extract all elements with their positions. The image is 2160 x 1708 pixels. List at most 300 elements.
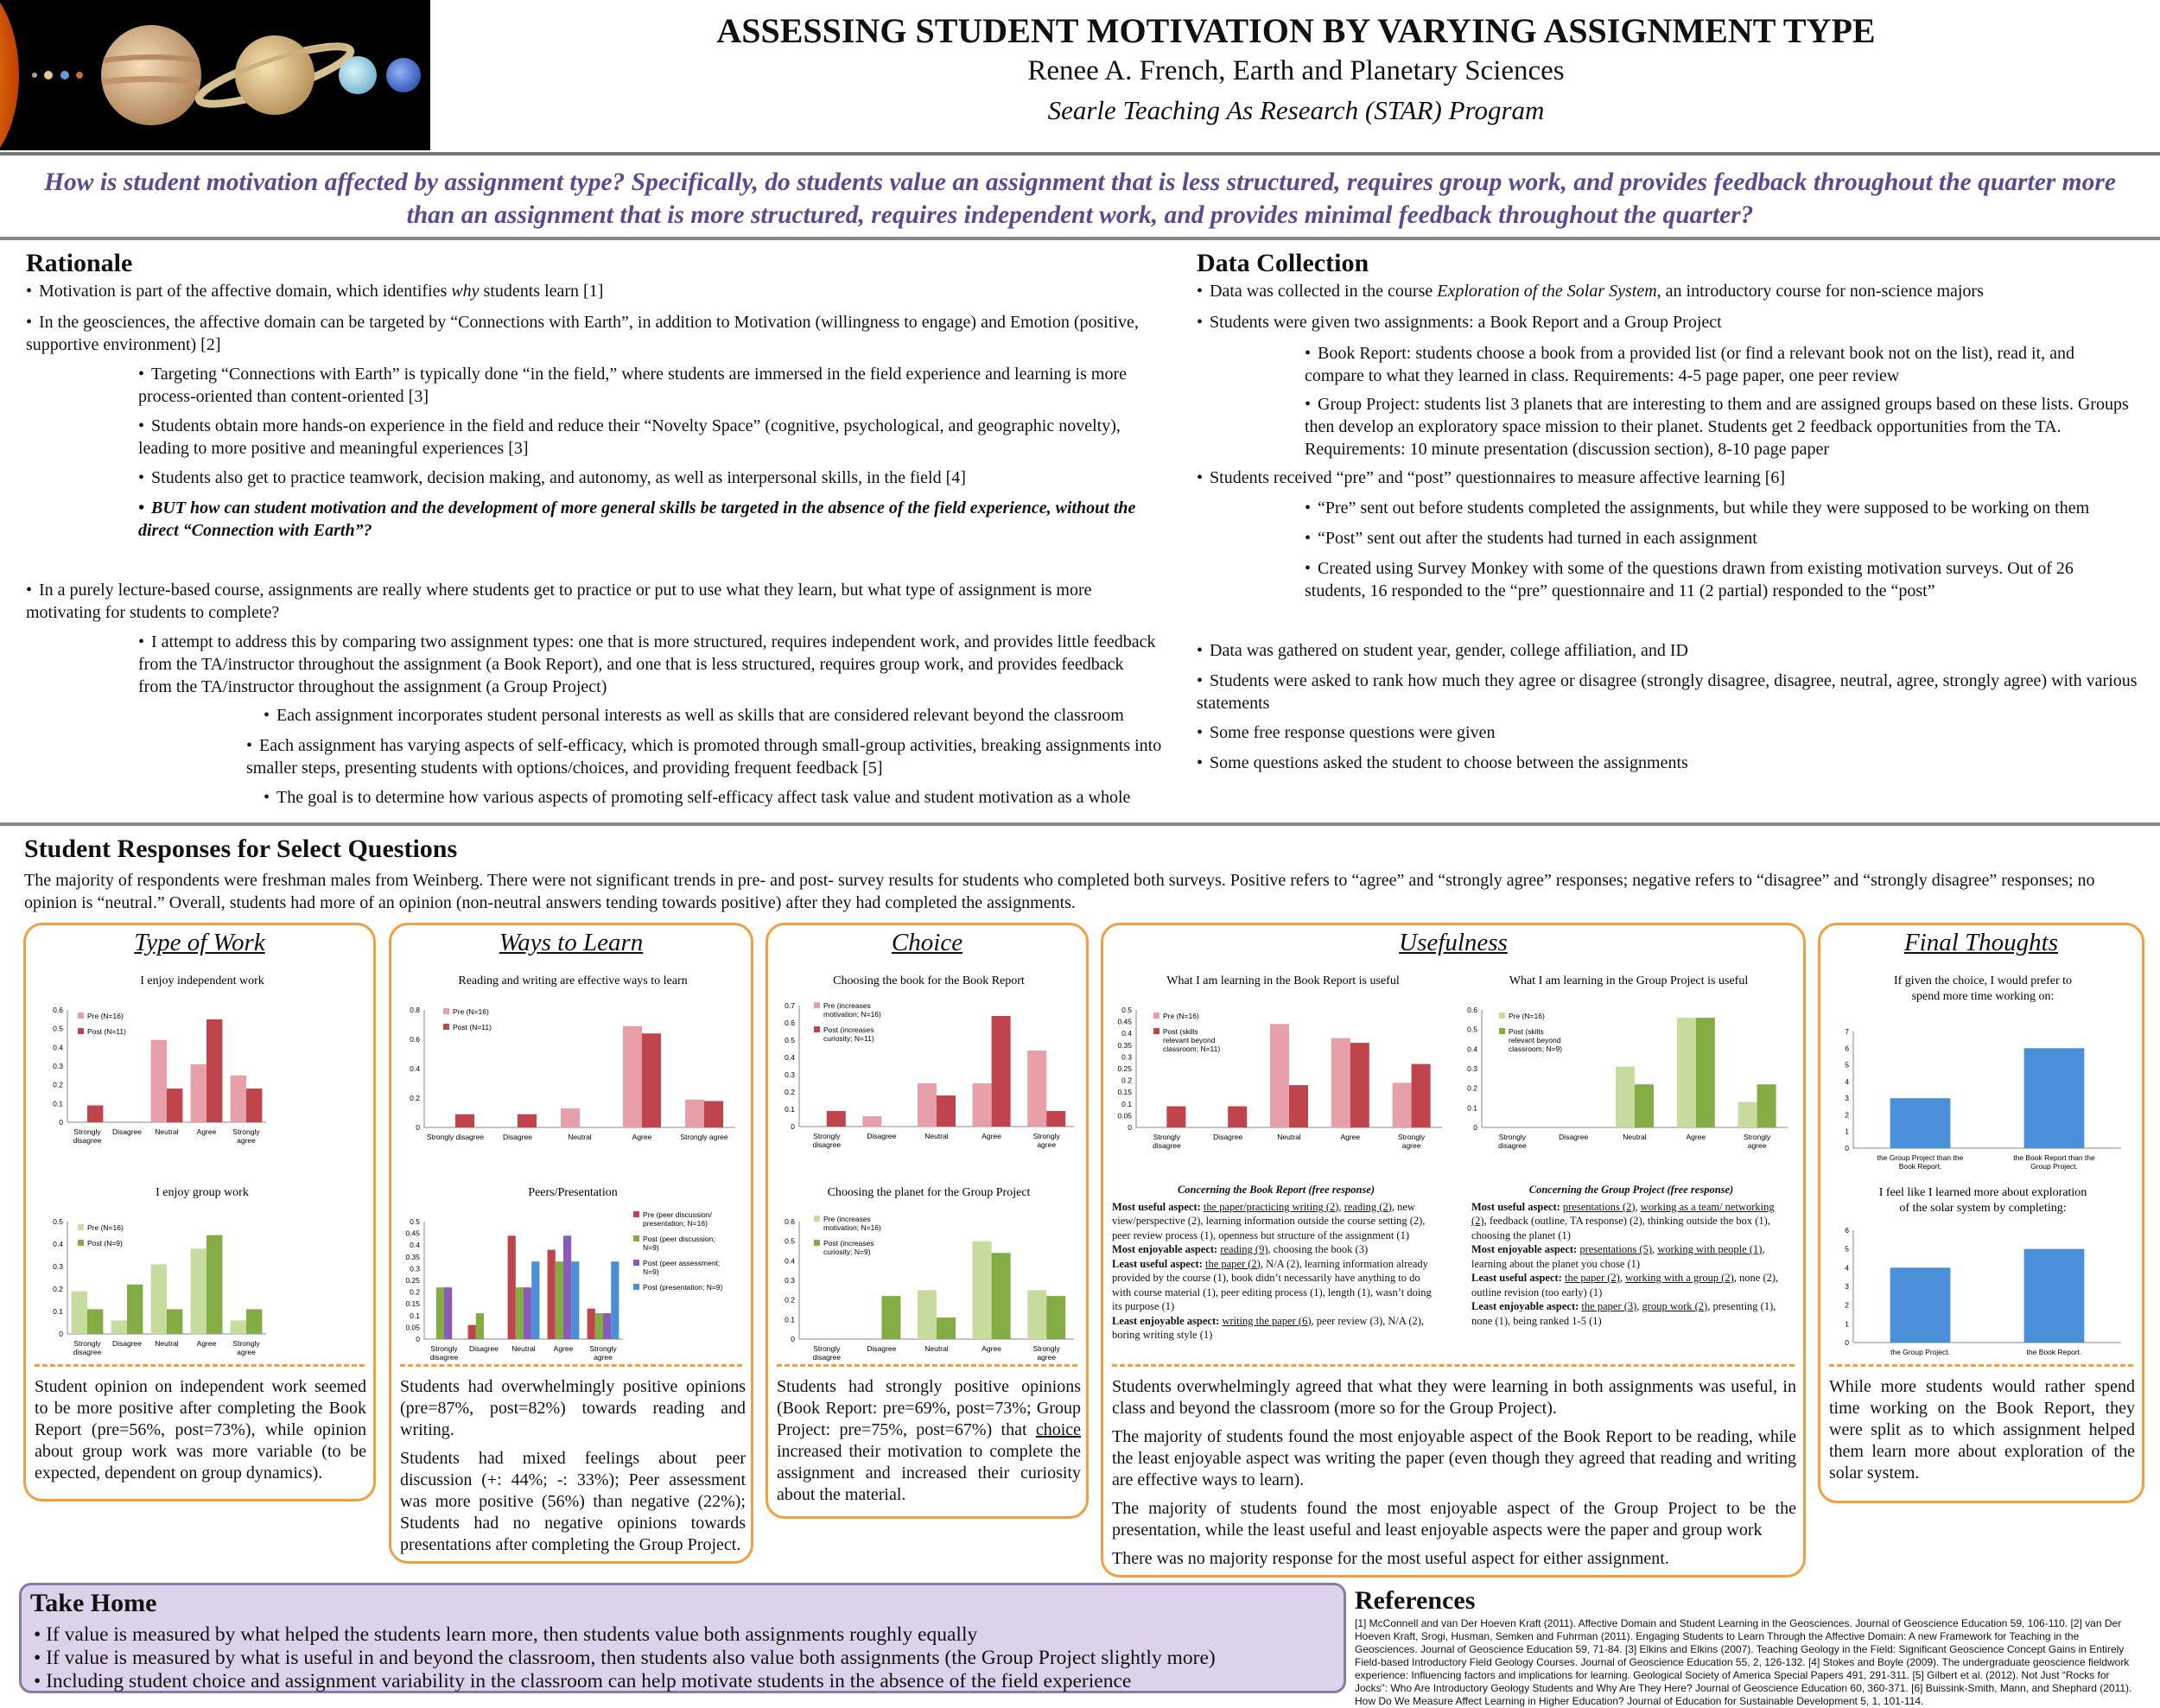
data-collection-item: • Some questions asked the student to choose between the assignments xyxy=(1197,753,1688,772)
chart-prefer-time xyxy=(1827,967,2138,1191)
panel-summary: While more students would rather spend time working on the Book Report, they were split as to which assignment helped them learn more about exploration of the solar system. xyxy=(1829,1377,2135,1483)
rationale-item: • The goal is to determine how various aspects of promoting self-efficacy affect task value and student motivation as a whole xyxy=(264,788,1131,807)
bar-series-3-3 xyxy=(571,1261,579,1339)
responses-intro: The majority of respondents were freshman males from Weinberg. There were not significant trends in pre- and post- survey results for students who completed both surveys. Positive refers to “agree” and “strongly agree” responses; negative refers to “disagree” and “strongly disagree” responses; no opinion is “neutral.” Overall, students had more of an opinion (non-neutral answers tending towards positive) after they had completed the assignments. xyxy=(24,871,2095,912)
panel-divider xyxy=(1829,1364,2133,1367)
legend-swatch xyxy=(633,1260,639,1266)
legend-label: Pre (increases xyxy=(823,1215,871,1223)
x-tick-label: the Book Report than the xyxy=(2013,1153,2095,1162)
bar-series-1-3 xyxy=(206,1235,222,1334)
y-tick-label: 0.1 xyxy=(53,1099,63,1108)
legend-label: Pre (N=16) xyxy=(453,1007,489,1016)
panel-usefulness xyxy=(1101,923,1806,1578)
x-tick-label: Agree xyxy=(1686,1133,1706,1141)
bar-series-1-4 xyxy=(595,1313,603,1339)
x-tick-label: Disagree xyxy=(867,1132,897,1140)
legend-swatch xyxy=(78,1240,84,1246)
data-collection-item: • Students were given two assignments: a Book Report and a Group Project xyxy=(1197,313,1722,332)
y-tick-label: 0.5 xyxy=(785,1036,795,1044)
bar-series-0-3 xyxy=(973,1241,992,1339)
y-tick-label: 3 xyxy=(1845,1282,1849,1291)
x-tick-label: Strongly xyxy=(1498,1133,1526,1141)
header-divider xyxy=(0,152,2160,156)
y-tick-label: 0.45 xyxy=(405,1229,420,1238)
take-home-item: • If value is measured by what is useful in and beyond the classroom, then students also value both assignments (the Group Project slightly more) xyxy=(34,1647,1216,1669)
take-home-item: • If value is measured by what helped the students learn more, then students value both assignments roughly equally xyxy=(34,1623,978,1646)
y-tick-label: 0.3 xyxy=(785,1276,795,1285)
bar-series-1-4 xyxy=(1757,1084,1776,1127)
section-divider xyxy=(0,822,2160,826)
x-tick-label: Strongly xyxy=(1032,1132,1060,1140)
y-tick-label: 0.25 xyxy=(405,1276,420,1285)
legend-swatch xyxy=(633,1211,639,1217)
x-tick-label: Neutral xyxy=(924,1344,949,1353)
bar-series-0-1 xyxy=(862,1116,881,1127)
y-tick-label: 0.2 xyxy=(785,1295,795,1305)
legend-label: curiosity; N=9) xyxy=(823,1248,871,1256)
bar-series-0-4 xyxy=(1027,1290,1046,1339)
x-tick-label: the Book Report. xyxy=(2026,1348,2082,1356)
data-collection-item: • Students were asked to rank how much they agree or disagree (strongly disagree, disagree, neutral, agree, strongly agree) with various statements xyxy=(1197,671,2138,713)
y-tick-label: 0.5 xyxy=(785,1236,795,1246)
x-tick-label: Neutral xyxy=(924,1132,949,1140)
bar-series-0-4 xyxy=(588,1309,595,1339)
bar-series-1-4 xyxy=(1046,1296,1065,1339)
y-tick-label: 0.8 xyxy=(410,1006,420,1014)
panel-divider xyxy=(1112,1364,1795,1367)
y-tick-label: 0.2 xyxy=(1467,1083,1477,1093)
y-tick-label: 5 xyxy=(1845,1244,1849,1254)
x-tick-label: Disagree xyxy=(502,1133,533,1141)
bar-series-1-0 xyxy=(455,1114,474,1127)
chart-peers-presentation xyxy=(400,1178,746,1373)
legend-swatch xyxy=(633,1235,639,1241)
data-collection-item: • Students received “pre” and “post” questionnaires to measure affective learning [6] xyxy=(1197,468,1786,487)
x-tick-label: Disagree xyxy=(468,1344,499,1353)
y-tick-label: 6 xyxy=(1845,1044,1849,1053)
y-tick-label: 0 xyxy=(791,1335,795,1343)
x-tick-label: Disagree xyxy=(111,1127,143,1136)
planets-illustration xyxy=(0,0,430,150)
data-collection-item: • Data was gathered on student year, gender, college affiliation, and ID xyxy=(1197,641,1688,660)
x-tick-label: Disagree xyxy=(1213,1133,1243,1141)
panel-title: Type of Work xyxy=(134,929,265,956)
data-collection-item: • Data was collected in the course Exploration of the Solar System, an introductory course for non-science majors xyxy=(1197,282,1984,301)
y-tick-label: 4 xyxy=(1845,1076,1849,1086)
bar-series-1-3 xyxy=(1696,1018,1715,1127)
x-tick-label: Agree xyxy=(632,1133,652,1141)
legend-label: Post (increases xyxy=(823,1239,874,1248)
y-tick-label: 0.1 xyxy=(785,1315,795,1324)
rationale-item: • BUT how can student motivation and the development of more general skills be targeted in the absence of the field experience, without the direct “Connection with Earth”? xyxy=(138,498,1136,540)
take-home-list xyxy=(34,1623,1338,1693)
panel-summary: Students had overwhelmingly positive opinions (pre=87%, post=82%) towards reading and writing. Students had mixed feelings about peer discussion (+: 44%; -: 33%); Peer assessment was more positive (56%) than negative (22%); Students had no negative opinions towards presentations after completing the Group Project. xyxy=(400,1377,746,1554)
y-tick-label: 0.1 xyxy=(1467,1103,1477,1113)
y-tick-label: 0.45 xyxy=(1117,1017,1132,1026)
x-tick-label: Disagree xyxy=(1559,1133,1589,1141)
bar-series-1-1 xyxy=(476,1313,484,1339)
x-tick-label: agree xyxy=(1037,1140,1057,1149)
rationale-item: • In the geosciences, the affective domain can be targeted by “Connections with Earth”, in addition to Motivation (willingness to engage) and Emotion (positive, supportive environment) [2] xyxy=(26,313,1139,354)
bar-series-3-2 xyxy=(531,1261,539,1339)
legend-swatch xyxy=(78,1013,84,1019)
legend-label: motivation; N=16) xyxy=(823,1223,881,1232)
data-collection-item: • Created using Survey Monkey with some of the questions drawn from existing motivation surveys. Out of 26 students, 16 responded to the “pre” questionnaire and 11 (2 partial) responded to the “post” xyxy=(1305,559,2074,600)
bar-series-1-3 xyxy=(206,1019,222,1122)
bar-series-1-3 xyxy=(992,1016,1011,1127)
bar-series-1-2 xyxy=(1289,1085,1308,1127)
chart-title: Peers/Presentation xyxy=(528,1186,618,1199)
chart-title: Choosing the planet for the Group Project xyxy=(827,1186,1031,1199)
x-tick-label: Strongly xyxy=(1744,1133,1771,1141)
y-tick-label: 0.05 xyxy=(405,1323,420,1332)
x-tick-label: Neutral xyxy=(155,1339,179,1348)
legend-swatch xyxy=(1499,1028,1505,1034)
panel-type-of-work xyxy=(23,923,376,1502)
chart-title: spend more time working on: xyxy=(1911,990,2055,1003)
research-question: How is student motivation affected by assignment type? Specifically, do students value an assignment that is less structured, requires group work, and provides feedback throughout the quarter more than an assignment that is more structured, requires independent work, and provides minimal feedback throughout the quarter? xyxy=(44,168,2116,229)
y-tick-label: 0 xyxy=(416,1123,420,1132)
bar-series-0-3 xyxy=(1331,1038,1350,1127)
x-tick-label: disagree xyxy=(429,1353,459,1362)
x-tick-label: Agree xyxy=(553,1344,574,1353)
y-tick-label: 0 xyxy=(1128,1123,1132,1132)
references-text: [1] McConnell and van Der Hoeven Kraft (2011). Affective Domain and Student Learning in the Geosciences. Journal of Geoscience Education 59, 106-110. [2] van Der Hoeven Kraft, Srogi, Husman, Semken and Fuhrman (2011). Engaging Students to Learn Through the Affective Domain: A new Framework for Teaching in the Geosciences. Journal of Geoscience Education 59, 71-84. [3] Elkins and Elkins (2007). Teaching Geology in the Field: Significant Geoscience Concept Gains in Entirely Field-based Introductory Field Geology Courses. Journal of Geoscience Education 55, 2, 126-132. [4] Stokes and Boyle (2009). The undergraduate geoscience fieldwork experience: Influencing factors and implications for learning. Geological Society of America Special Papers 491, 291-311. [5] Gilbert et al. (2012). Not Just “Rocks for Jocks”: Who Are Introductory Geology Students and Why Are They Here? Journal of Geoscience Education 60, 360-371. [6] Buissink-Smith, Mann, and Shephard (2011). How Do We Measure Affect Learning in Higher Education? Journal of Education for Sustainable Development 5, 1, 101-114. xyxy=(1355,1617,2132,1707)
bar-series-1-3 xyxy=(556,1261,563,1339)
y-tick-label: 3 xyxy=(1845,1094,1849,1103)
x-tick-label: agree xyxy=(1747,1141,1767,1150)
x-tick-label: disagree xyxy=(73,1348,102,1356)
take-home-heading: Take Home xyxy=(30,1589,157,1617)
y-tick-label: 0.1 xyxy=(1121,1099,1132,1108)
bar-series-0-3 xyxy=(191,1064,206,1122)
chart-title: I feel like I learned more about exploration xyxy=(1878,1186,2087,1199)
x-tick-label: Strongly xyxy=(73,1127,101,1136)
legend-label: curiosity; N=11) xyxy=(823,1034,874,1043)
y-tick-label: 0.6 xyxy=(1467,1006,1477,1014)
legend-swatch xyxy=(443,1008,449,1014)
chart-learned-more xyxy=(1827,1178,2138,1373)
y-tick-label: 5 xyxy=(1845,1060,1849,1070)
x-tick-label: Neutral xyxy=(1277,1133,1301,1141)
y-tick-label: 0.1 xyxy=(410,1311,420,1320)
y-tick-label: 0.1 xyxy=(53,1307,63,1316)
bar-series-0-4 xyxy=(231,1320,246,1334)
x-tick-label: disagree xyxy=(812,1353,842,1362)
x-tick-label: agree xyxy=(237,1348,256,1356)
y-tick-label: 0.3 xyxy=(53,1262,63,1271)
x-tick-label: Neutral xyxy=(568,1133,592,1141)
bar-series-1-0 xyxy=(87,1106,103,1123)
bar-series-1-2 xyxy=(937,1318,956,1339)
y-tick-label: 1 xyxy=(1845,1319,1849,1329)
y-tick-label: 0.5 xyxy=(53,1217,63,1226)
legend-label: Post (skills xyxy=(1509,1027,1544,1036)
bar-series-0-3 xyxy=(1677,1018,1696,1127)
y-tick-label: 7 xyxy=(1845,1027,1849,1036)
x-tick-label: disagree xyxy=(1498,1141,1527,1150)
x-tick-label: disagree xyxy=(812,1140,842,1149)
legend-label: Pre (N=16) xyxy=(87,1223,124,1232)
bar-series-2-3 xyxy=(563,1235,571,1339)
data-collection-item: • “Pre” sent out before students completed the assignments, but while they were supposed to be working on them xyxy=(1305,498,2090,517)
rationale-item: • In a purely lecture-based course, assignments are really where students get to practice or put to use what they learn, but what type of assignment is more motivating for students to complete? xyxy=(26,581,1092,622)
bar-series-0-2 xyxy=(561,1108,580,1127)
y-tick-label: 0.7 xyxy=(785,1001,795,1010)
y-tick-label: 0.5 xyxy=(1121,1006,1132,1014)
chart-title: What I am learning in the Book Report is useful xyxy=(1166,975,1400,987)
y-tick-label: 0.35 xyxy=(405,1252,420,1261)
y-tick-label: 2 xyxy=(1845,1300,1849,1310)
x-tick-label: Neutral xyxy=(511,1344,536,1353)
bar-series-0-3 xyxy=(548,1250,556,1339)
y-tick-label: 0 xyxy=(1845,1144,1849,1152)
x-tick-label: Group Project. xyxy=(2030,1162,2078,1171)
x-tick-label: Strongly xyxy=(1398,1133,1426,1141)
bar-series-0-2 xyxy=(918,1083,937,1127)
bar-series-1-2 xyxy=(1635,1084,1654,1127)
y-tick-label: 0 xyxy=(1845,1338,1849,1347)
x-tick-label: Strongly xyxy=(813,1344,841,1353)
bar-series-1-1 xyxy=(881,1296,900,1339)
y-tick-label: 0.5 xyxy=(1467,1025,1477,1034)
bar-series-0-2 xyxy=(508,1235,516,1339)
panel-summary: Student opinion on independent work seemed to be more positive after completing the Book Report (pre=56%, post=73%), while opinion about group work was more variable (to be expected, dependent on group dynamics). xyxy=(35,1377,366,1483)
x-tick-label: Agree xyxy=(196,1127,217,1136)
bar-series-1-4 xyxy=(1412,1064,1431,1127)
bar-value-1 xyxy=(2024,1249,2085,1343)
question-divider xyxy=(0,237,2160,240)
y-tick-label: 0.2 xyxy=(785,1088,795,1096)
x-tick-label: Strongly xyxy=(430,1344,458,1353)
bar-series-1-0 xyxy=(827,1111,846,1127)
bar-series-1-4 xyxy=(704,1101,723,1127)
data-collection-heading: Data Collection xyxy=(1197,249,1369,277)
x-tick-label: Disagree xyxy=(867,1344,897,1353)
x-tick-label: Strongly disagree xyxy=(426,1133,485,1141)
y-tick-label: 0.2 xyxy=(410,1094,420,1102)
chart-choosing-book xyxy=(775,967,1083,1161)
bar-series-0-4 xyxy=(1027,1051,1046,1127)
bar-series-0-4 xyxy=(231,1076,246,1122)
legend-swatch xyxy=(1499,1013,1505,1019)
x-tick-label: agree xyxy=(1401,1141,1421,1150)
y-tick-label: 0.05 xyxy=(1117,1111,1132,1121)
data-collection-item: • “Post” sent out after the students had turned in each assignment xyxy=(1305,529,1757,548)
chart-title: of the solar system by completing: xyxy=(1899,1202,2067,1215)
chart-group-project-useful xyxy=(1456,967,1801,1161)
legend-label: relevant beyond xyxy=(1509,1036,1561,1044)
chart-title: What I am learning in the Group Project is useful xyxy=(1509,975,1749,987)
rationale-item: • Each assignment incorporates student personal interests as well as skills that are considered relevant beyond the classroom xyxy=(264,706,1124,725)
x-tick-label: Book Report. xyxy=(1898,1162,1942,1171)
x-tick-label: disagree xyxy=(1153,1141,1181,1150)
y-tick-label: 0.2 xyxy=(53,1285,63,1293)
x-tick-label: Disagree xyxy=(111,1339,143,1348)
bar-series-2-4 xyxy=(603,1313,611,1339)
x-tick-label: the Group Project than the xyxy=(1877,1153,1964,1162)
chart-title: I enjoy group work xyxy=(156,1186,249,1199)
y-tick-label: 0.4 xyxy=(410,1241,420,1250)
bar-series-0-2 xyxy=(151,1264,167,1334)
chart-group-work xyxy=(35,1178,370,1373)
responses-heading: Student Responses for Select Questions xyxy=(24,835,458,863)
x-tick-label: Strongly xyxy=(589,1344,617,1353)
x-tick-label: agree xyxy=(594,1353,613,1362)
bar-series-1-3 xyxy=(642,1033,661,1127)
y-tick-label: 0.6 xyxy=(410,1035,420,1044)
bar-series-1-1 xyxy=(1228,1107,1247,1127)
y-tick-label: 0.6 xyxy=(785,1217,795,1226)
bar-series-1-3 xyxy=(992,1253,1011,1339)
free-response-book-report: Concerning the Book Report (free response) Most useful aspect: the paper/practicing writing (2), reading (2), new view/perspective (2), learning information outside the course setting (2), peer review process (1), openness but structure of the assignment (1) Most enjoyable aspect: reading (9), choosing the book (3) Least useful aspect: the paper (2), N/A (2), learning information already provided by the course (1), book didn’t necessarily have anything to do with course material (1), peer editing process (1), length (1), wasn’t doing its purpose (1) Least enjoyable aspect: writing the paper (6), peer review (3), N/A (2), boring writing style (1) xyxy=(1112,1184,1432,1341)
chart-reading-writing xyxy=(400,967,746,1161)
bar-series-1-4 xyxy=(1046,1111,1065,1127)
free-response-group-project: Concerning the Group Project (free response) Most useful aspect: presentations (2), working as a team/ networking (2), feedback (outline, TA response) (2), thinking outside the box (1), choosing the planet (1) Most enjoyable aspect: presentations (5), working with people (1), learning about the planet you chose (1) Least useful aspect: the paper (2), working with a group (2), none (2), outline revision (too early) (1) Least enjoyable aspect: the paper (3), group work (2), presenting (1), none (1), being ranked 1-5 (1) xyxy=(1471,1184,1779,1327)
take-home-item: • Including student choice and assignment variability in the classroom can help motivate students in the absence of the field experience xyxy=(34,1670,1132,1692)
panel-summary: Students overwhelmingly agreed that what they were learning in both assignments was useful, in class and beyond the classroom (more so for the Group Project). The majority of students found the most enjoyable aspect of the Book Report to be reading, while the least enjoyable aspect was writing the paper (even though they agreed that reading and writing are effective ways to learn). The majority of students found the most enjoyable aspect of the Group Project to be the presentation, while the least useful and least enjoyable aspects were the paper and group work There was no majority response for the most useful aspect for either assignment. xyxy=(1112,1377,1796,1568)
bar-series-2-2 xyxy=(524,1287,531,1339)
legend-label: Pre (N=16) xyxy=(87,1012,124,1020)
references-heading: References xyxy=(1355,1586,1476,1615)
y-tick-label: 0.5 xyxy=(410,1217,420,1226)
bar-series-1-3 xyxy=(1350,1043,1369,1127)
bar-series-0-1 xyxy=(111,1320,127,1334)
y-tick-label: 0.15 xyxy=(405,1299,420,1309)
x-tick-label: Agree xyxy=(1340,1133,1361,1141)
y-tick-label: 0.6 xyxy=(53,1006,63,1014)
legend-swatch xyxy=(814,1216,820,1222)
y-tick-label: 4 xyxy=(1845,1263,1849,1273)
data-collection-item: • Group Project: students list 3 planets that are interesting to them and are assigned groups based on these lists. Groups then develop an exploratory space mission to their planet. Students get 2 feedback opportunities from the TA. Requirements: 10 minute presentation (discussion section), 8-10 page paper xyxy=(1305,395,2129,459)
rationale-item: • Each assignment has varying aspects of self-efficacy, which is promoted through small-group activities, breaking assignments into smaller steps, presenting students with options/choices, and providing frequent feedback [5] xyxy=(246,736,1162,778)
legend-swatch xyxy=(814,1240,820,1246)
bar-series-1-0 xyxy=(1166,1107,1185,1127)
x-tick-label: the Group Project. xyxy=(1890,1348,1950,1356)
panel-title: Final Thoughts xyxy=(1903,929,2059,956)
legend-swatch xyxy=(633,1284,639,1290)
bar-series-0-2 xyxy=(151,1040,167,1122)
x-tick-label: Agree xyxy=(196,1339,217,1348)
bar-series-1-1 xyxy=(127,1285,143,1334)
chart-book-report-useful xyxy=(1110,967,1456,1161)
legend-swatch xyxy=(443,1024,449,1030)
x-tick-label: Neutral xyxy=(155,1127,179,1136)
bar-series-1-4 xyxy=(246,1089,262,1122)
bar-series-0-2 xyxy=(918,1290,937,1339)
y-tick-label: 0 xyxy=(59,1118,63,1127)
legend-label: Post (N=11) xyxy=(87,1027,126,1036)
bar-series-0-3 xyxy=(623,1026,642,1127)
x-tick-label: agree xyxy=(237,1136,256,1145)
bar-series-0-4 xyxy=(1393,1083,1412,1127)
rationale-item: • I attempt to address this by comparing two assignment types: one that is more structured, requires independent work, and provides little feedback from the TA/instructor throughout the assignment (a Book Report), and one that is less structured, requires group work, and provides feedback from the TA/instructor throughout the assignment (a Group Project) xyxy=(138,632,1156,696)
bar-series-0-2 xyxy=(1616,1067,1635,1127)
legend-swatch xyxy=(1153,1028,1159,1034)
legend-label: Pre (peer discussion/ xyxy=(643,1210,712,1219)
y-tick-label: 0.4 xyxy=(785,1256,795,1266)
bar-value-1 xyxy=(2024,1048,2085,1148)
legend-label: presentation; N=16) xyxy=(643,1219,708,1228)
data-collection-item: • Some free response questions were given xyxy=(1197,723,1496,742)
bar-series-1-0 xyxy=(436,1287,444,1339)
y-tick-label: 0 xyxy=(791,1122,795,1131)
legend-label: Post (peer discussion; xyxy=(643,1235,715,1243)
bar-value-0 xyxy=(1890,1098,1951,1148)
legend-label: Post (increases xyxy=(823,1025,874,1034)
bar-series-0-4 xyxy=(685,1100,704,1127)
panel-divider xyxy=(35,1364,365,1367)
x-tick-label: Neutral xyxy=(1623,1133,1647,1141)
bar-series-1-2 xyxy=(167,1309,182,1334)
y-tick-label: 0.4 xyxy=(785,1053,795,1062)
bar-series-3-4 xyxy=(611,1261,619,1339)
x-tick-label: Strongly xyxy=(73,1339,101,1348)
bar-series-0-1 xyxy=(468,1325,476,1339)
y-tick-label: 0.2 xyxy=(1121,1076,1132,1085)
x-tick-label: Strongly xyxy=(813,1132,841,1140)
y-tick-label: 0.4 xyxy=(1121,1029,1132,1038)
chart-choosing-planet xyxy=(775,1178,1083,1373)
solar-system-banner xyxy=(0,0,430,150)
y-tick-label: 0.2 xyxy=(410,1287,420,1297)
legend-label: N=9) xyxy=(643,1243,659,1252)
rationale-item: • Targeting “Connections with Earth” is typically done “in the field,” where students are immersed in the field experience and learning is more process-oriented than content-oriented [3] xyxy=(138,365,1127,406)
chart-title: Choosing the book for the Book Report xyxy=(833,975,1025,987)
legend-label: Post (peer assessment; xyxy=(643,1259,721,1267)
legend-swatch xyxy=(814,1002,820,1008)
legend-swatch xyxy=(1153,1013,1159,1019)
y-tick-label: 0.4 xyxy=(1467,1044,1477,1054)
panel-divider xyxy=(400,1364,742,1367)
x-tick-label: disagree xyxy=(73,1136,102,1145)
x-tick-label: Strongly agree xyxy=(680,1133,728,1141)
panel-ways-to-learn xyxy=(389,923,753,1564)
bar-series-1-2 xyxy=(167,1089,182,1122)
bar-series-1-0 xyxy=(87,1309,103,1334)
bar-series-1-2 xyxy=(516,1287,524,1339)
y-tick-label: 0.5 xyxy=(53,1024,63,1033)
panel-title: Usefulness xyxy=(1399,929,1508,956)
y-tick-label: 0.6 xyxy=(785,1019,795,1027)
y-tick-label: 0.35 xyxy=(1117,1040,1132,1050)
legend-label: N=9) xyxy=(643,1267,659,1276)
legend-label: Pre (N=16) xyxy=(1509,1012,1545,1020)
x-tick-label: Strongly xyxy=(232,1127,260,1136)
chart-title: Reading and writing are effective ways to learn xyxy=(458,975,688,987)
bar-series-0-4 xyxy=(1738,1102,1757,1127)
bar-series-1-2 xyxy=(937,1095,956,1127)
bar-series-1-1 xyxy=(518,1114,537,1127)
y-tick-label: 0.1 xyxy=(785,1105,795,1114)
y-tick-label: 0 xyxy=(1473,1123,1477,1132)
y-tick-label: 2 xyxy=(1845,1110,1849,1120)
bar-series-0-2 xyxy=(1270,1024,1289,1127)
y-tick-label: 0.3 xyxy=(53,1062,63,1070)
bar-series-0-0 xyxy=(72,1292,87,1334)
bar-series-0-3 xyxy=(191,1248,206,1334)
legend-label: Post (skills xyxy=(1163,1027,1198,1036)
chart-independent-work xyxy=(35,967,370,1161)
x-tick-label: Agree xyxy=(982,1132,1001,1140)
x-tick-label: Strongly xyxy=(1153,1133,1180,1141)
bar-series-0-3 xyxy=(973,1083,992,1127)
y-tick-label: 0.2 xyxy=(53,1080,63,1089)
bar-series-2-0 xyxy=(444,1287,452,1339)
y-tick-label: 0 xyxy=(416,1335,420,1343)
panel-divider xyxy=(777,1364,1077,1367)
panel-choice xyxy=(766,923,1089,1519)
